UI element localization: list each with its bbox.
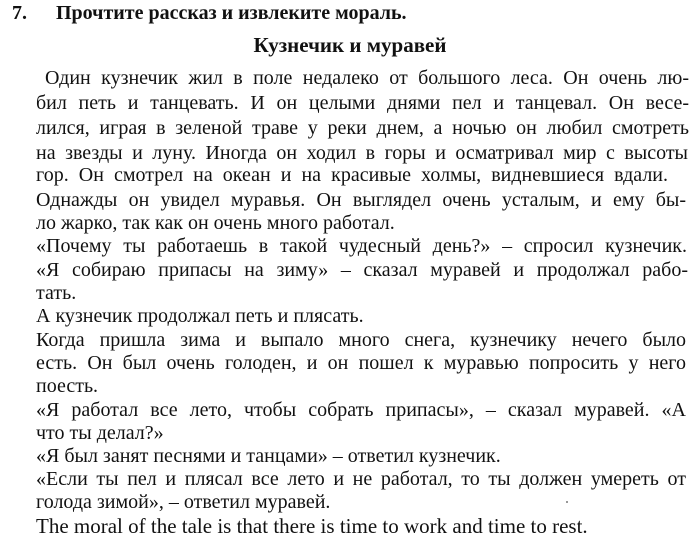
story-line: бил петь и танцевать. И он целыми днями пел и танцевал. Он весе-	[36, 92, 689, 114]
story-line: «Почему ты работаешь в такой чудесный день?» – спросил кузнечик.	[36, 235, 687, 257]
story-line: лился, играя в зеленой траве у реки днем, а ночью он любил смотреть	[36, 117, 689, 139]
story-line: Когда пришла зима и выпало много снега, кузнечику нечего было	[36, 329, 686, 351]
story-title: Кузнечик и муравей	[253, 33, 447, 57]
story-line: Однажды он увидел муравья. Он выглядел очень усталым, и ему бы-	[36, 189, 686, 211]
story-line: «Я собираю припасы на зиму» – сказал муравей и продолжал рабо-	[36, 259, 688, 281]
task-number: 7.	[12, 2, 27, 24]
story-line: поесть.	[36, 375, 99, 397]
story-line: есть. Он был очень голоден, и он пошел к муравью попросить у него	[36, 352, 686, 374]
print-speck	[566, 501, 568, 503]
story-line: голода зимой», – ответил муравей.	[36, 491, 331, 513]
story-line: «Я был занят песнями и танцами» – ответил кузнечик.	[36, 445, 501, 467]
story-line: А кузнечик продолжал петь и плясать.	[36, 305, 364, 327]
story-moral: The moral of the tale is that there is time to work and time to rest.	[36, 514, 588, 538]
story-line: что ты делал?»	[36, 422, 164, 444]
story-line: Один кузнечик жил в поле недалеко от большого леса. Он очень лю-	[45, 67, 689, 89]
story-line: гор. Он смотрел на океан и на красивые холмы, видневшиеся вдали.	[36, 164, 668, 186]
story-line: на звезды и луну. Иногда он ходил в горы и осматривал мир с высоты	[36, 142, 688, 164]
task-instruction: Прочтите рассказ и извлеките мораль.	[56, 2, 407, 24]
story-line: «Если ты пел и плясал все лето и не работал, то ты должен умереть от	[36, 468, 686, 490]
story-line: ло жарко, так как он очень много работал.	[36, 212, 395, 234]
story-line: тать.	[36, 282, 77, 304]
story-line: «Я работал все лето, чтобы собрать припасы», – сказал муравей. «А	[36, 399, 686, 421]
task-header	[12, 2, 407, 28]
